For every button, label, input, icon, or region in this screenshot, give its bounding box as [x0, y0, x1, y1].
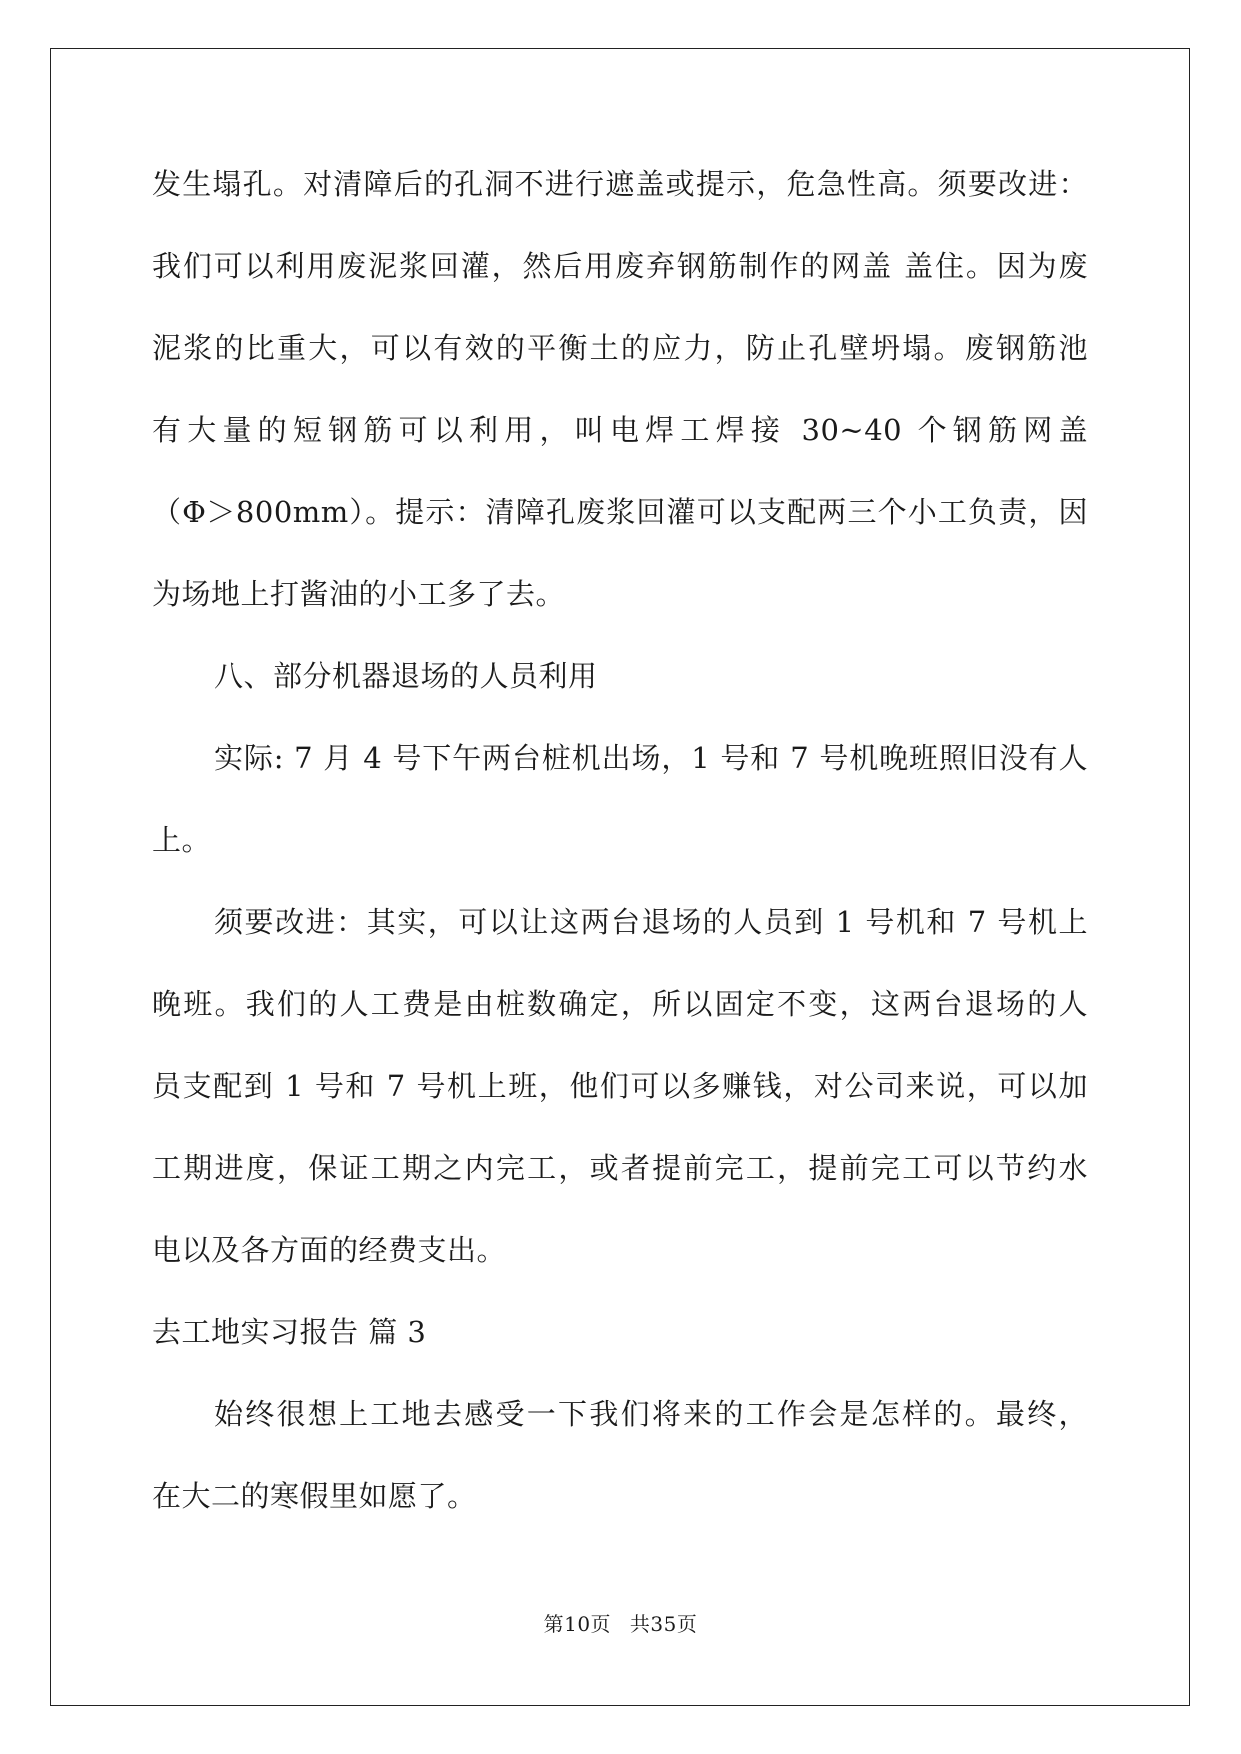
text-line: 晚班。我们的人工费是由桩数确定，所以固定不变，这两台退场的人: [152, 987, 1088, 1021]
text-line: 在大二的寒假里如愿了。: [152, 1479, 477, 1513]
text-line: 发生塌孔。对清障后的孔洞不进行遮盖或提示，危急性高。须要改进：: [152, 167, 1088, 201]
document-body: [152, 143, 1088, 1537]
text-line: 为场地上打酱油的小工多了去。: [152, 577, 566, 611]
text-line: 实际: 7 月 4 号下午两台桩机出场，1 号和 7 号机晚班照旧没有人: [214, 741, 1088, 775]
text-line: 始终很想上工地去感受一下我们将来的工作会是怎样的。最终，: [214, 1397, 1088, 1431]
text-line: 我们可以利用废泥浆回灌，然后用废弃钢筋制作的网盖 盖住。因为废: [152, 249, 1088, 283]
page-footer: [0, 1608, 1241, 1637]
page-number: 第10页: [543, 1612, 612, 1636]
text-line: 须要改进：其实，可以让这两台退场的人员到 1 号机和 7 号机上: [214, 905, 1088, 939]
text-line: 工期进度，保证工期之内完工，或者提前完工，提前完工可以节约水: [152, 1151, 1088, 1185]
page-total: 共35页: [629, 1612, 698, 1636]
text-line: 有大量的短钢筋可以利用，叫电焊工焊接 30~40 个钢筋网盖: [152, 413, 1088, 447]
text-line: 电以及各方面的经费支出。: [152, 1233, 507, 1267]
text-line: 泥浆的比重大，可以有效的平衡土的应力，防止孔壁坍塌。废钢筋池: [152, 331, 1088, 365]
section-heading: 八、部分机器退场的人员利用: [214, 659, 598, 693]
report-title: 去工地实习报告 篇 3: [152, 1315, 427, 1349]
text-line: （Φ＞800mm）。提示：清障孔废浆回灌可以支配两三个小工负责，因: [152, 495, 1088, 529]
text-line: 员支配到 1 号和 7 号机上班，他们可以多赚钱，对公司来说，可以加: [152, 1069, 1088, 1103]
text-line: 上。: [152, 823, 212, 857]
